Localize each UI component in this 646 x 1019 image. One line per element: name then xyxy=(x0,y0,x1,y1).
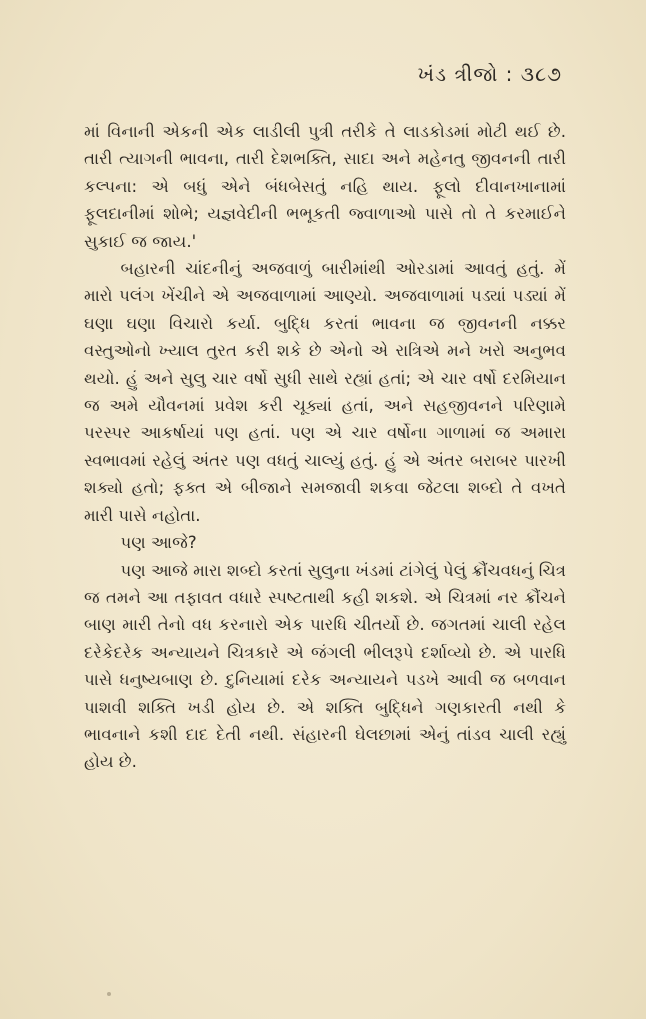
paragraph: બહારની ચાંદનીનું અજવાળું બારીમાંથી ઓરડામાં આવતું હતું. મેં મારો પલંગ ખેંચીને એ અજવાળામાં આણ્યો. અજવાળામાં પડ્યાં પડ્યાં મેં ઘણા ઘણા વિચારો કર્યા. બુદ્ધિ કરતાં ભાવના જ જીવનની નક્કર વસ્તુઓનો ખ્યાલ તુરત કરી શકે છે એનો એ રાત્રિએ મને ખરો અનુભવ થયો. હું અને સુલુ ચાર વર્ષો સુધી સાથે રહ્યાં હતાં; એ ચાર વર્ષો દરમિયાન જ અમે યૌવનમાં પ્રવેશ કરી ચૂક્યાં હતાં, અને સહજીવનને પરિણામે પરસ્પર આકર્ષાયાં પણ હતાં. પણ એ ચાર વર્ષોના ગાળામાં જ અમારા સ્વભાવમાં રહેલું અંતર પણ વધતું ચાલ્યું હતું. હું એ અંતર બરાબર પારખી શક્યો હતો; ફક્ત એ બીજાને સમજાવી શકવા જેટલા શબ્દો તે વખતે મારી પાસે નહોતા. xyxy=(84,259,566,525)
paragraph: પણ આજે મારા શબ્દો કરતાં સુલુના ખંડમાં ટાંગેલું પેલું ક્રૌંચવધનું ચિત્ર જ તમને આ તફાવત વધારે સ્પષ્ટતાથી કહી શકશે. એ ચિત્રમાં નર ક્રૌંચને બાણ મારી તેનો વધ કરનારો એક પારધિ ચીતર્યો છે. જગતમાં ચાલી રહેલ દરેકેદરેક અન્યાયને ચિત્રકારે એ જંગલી ભીલરૂપે દર્શાવ્યો છે. એ પારધિ પાસે ધનુષ્યબાણ છે. દુનિયામાં દરેક અન્યાયને પડખે આવી જ બળવાન પાશવી શક્તિ ખડી હોય છે. એ શક્તિ બુદ્ધિને ગણકારતી નથી કે ભાવનાને કશી દાદ દેતી નથી. સંહારની ઘેલછામાં એનું તાંડવ ચાલી રહ્યું હોય છે. xyxy=(84,560,566,772)
paragraph-continuation: માં વિનાની એકની એક લાડીલી પુત્રી તરીકે તે લાડકોડમાં મોટી થઈ છે. તારી ત્યાગની ભાવના, તારી દેશભક્તિ, સાદા અને મહેનતુ જીવનની તારી કલ્પના: એ બધું એને બંધબેસતું નહિ થાય. ફૂલો દીવાનખાનામાં ફૂલદાનીમાં શોભે; યજ્ઞવેદીની ભભૂકતી જ્વાળાઓ પાસે તો તે કરમાઈને સુકાઈ જ જાય.' xyxy=(84,122,566,251)
body-text xyxy=(84,118,566,776)
running-head: ખંડ ત્રીજો : ૩૮૭ xyxy=(417,62,562,86)
paragraph-question: પણ આજે? xyxy=(120,533,197,553)
paper-speck xyxy=(107,992,111,996)
